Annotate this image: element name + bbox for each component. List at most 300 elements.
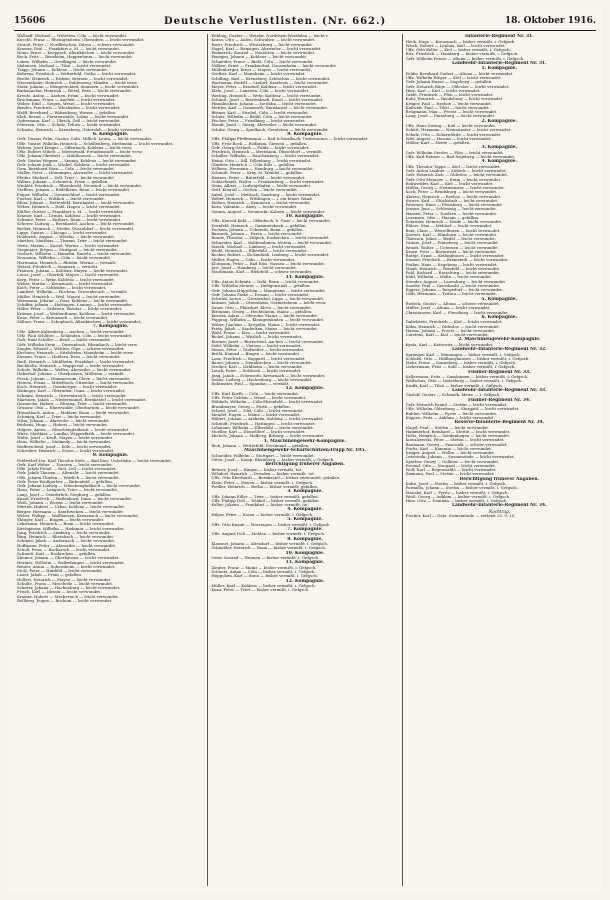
casualty-entry: Hennes, Peter — Bitterfeld — leicht verwundet.	[211, 175, 306, 180]
casualty-entry: Klausert, Johann — Altendorf — bisher vermißt, i. Gefgsch.	[211, 542, 329, 546]
casualty-entry: Stender, August — Lauenburg — leicht verwundet.	[405, 279, 507, 284]
casualty-entry: Schneider, Karl — Baldenahmen, Idstein — leicht verwundet.	[211, 240, 333, 245]
casualty-entry: Heiderich, August — Wetzlar — leicht verwundet.	[17, 235, 116, 239]
casualty-entry: Uffz. Wilhelm Meurer — Heiligenstadt — gefallen.	[211, 284, 311, 289]
casualty-entry: Malimsen, Michael — Tilsit — leicht verwundet.	[17, 63, 112, 68]
casualty-entry: Gefr. Johann Junk — Winkel, Koblenz — leicht verwundet.	[17, 162, 131, 167]
casualty-entry: Weber, Heinrich — Dahl, Hagen — leicht verwundet.	[17, 205, 121, 210]
casualty-entry: Pesch, Johann — Hommersum, Cleve — leicht verwundet.	[17, 376, 131, 381]
casualty-entry: Bauer, Johann — Neunkirchen — leicht verwundet.	[211, 360, 312, 365]
casualty-entry: Stamer, Friedrich — Bramstedt — leicht verwundet.	[405, 258, 509, 263]
casualty-entry: Klein, Josef — Lanstein, Cöln — leicht verwundet.	[211, 89, 310, 94]
casualty-entry: Kellermann, Fritz — Gumbinnen — bisher vermißt, i. Gefgsch.	[405, 375, 529, 379]
casualty-entry: Stachmann, Karl — Bielefeld — schwer verwundet.	[211, 270, 313, 275]
casualty-entry: Runde, Theodor — Zülpich, Euskirchen — leicht verwundet.	[211, 236, 330, 241]
section-heading: 11. Kompagnie.	[285, 560, 325, 566]
casualty-entry: Becker, Robert — Eichenlaub, Limburg — leicht verwundet.	[211, 253, 330, 258]
casualty-entry: Uffz. Otto Knaub — Worringen — bisher vermißt, i. Gefgsch.	[211, 522, 331, 527]
casualty-entry: Rüdinger, Karl — Oberaden, Unna — leicht verwundet.	[17, 389, 126, 394]
casualty-entry: Schödel, Otto — Hildburghausen — bisher vermißt, i. Gefgsch.	[405, 356, 530, 361]
casualty-entry: Gusloff, Gustav — Schmalk, Mewe — i. Gefgsch.	[405, 393, 501, 398]
casualty-entry: Müller, Karl — Koblenz — bisher vermißt, i. Gefgsch.	[211, 584, 316, 588]
casualty-entry: Sperber, Georg — Gollnow — leicht verwundet.	[405, 459, 500, 464]
casualty-entry: Brandmayer, Georg — Fürth — gefallen.	[211, 404, 291, 409]
casualty-entry: Wilkens, Hermann — Hamburg — leicht verwundet.	[211, 167, 315, 171]
casualty-entry: Gefr. Otto Mannow — Eutin — leicht verwundet.	[405, 177, 502, 182]
casualty-entry: Hans, Peter — Longuich, Trier — leicht verwundet.	[17, 488, 119, 493]
casualty-entry: Lippe, Gustav — Chicago — leicht verwundet.	[17, 230, 108, 235]
casualty-entry: Reiß, Heinrich — Mühlheim, Frankfurt — leicht verwundet.	[17, 359, 135, 364]
casualty-entry: Gefr. Johann Zinke — Dessau — leicht verwundet.	[211, 292, 310, 297]
casualty-entry: Goldschmidt, Walter — Frankenberg — leicht verwundet.	[211, 179, 325, 184]
casualty-entry: Weber, Joachim — Kröpelin, Mainz — leicht verwundet.	[211, 322, 321, 327]
section-heading: 4. Kompagnie.	[481, 159, 518, 165]
section-heading: Landwehr-Infanterie-Regiment Nr. 34.	[451, 503, 547, 509]
section-heading: Füsilier-Regiment Nr. 33.	[468, 369, 531, 375]
casualty-entry: Strauß, Peter — Nordbrüchen, Düren — schwer verwundet.	[17, 42, 136, 47]
casualty-entry: Hönn, Ernst — Kroppach, Altenkirchen — leicht verwundet.	[17, 51, 136, 55]
casualty-entry: Uffz. Peter Gehlen — Wesel — leicht verwundet.	[211, 396, 307, 400]
casualty-entry: Stein, Albert — Ludwigshafen — leicht verwundet.	[211, 184, 312, 188]
casualty-entry: Lönne, Wilhelm — Gerdlingen — leicht verwundet.	[17, 59, 118, 64]
casualty-entry: Uffz. Philipp Pfeffermann — Bad Schwalbach, Untertaunus — leicht verwundet.	[211, 137, 369, 142]
casualty-entry: Gefr. Wilhelm Stein — Dürrenbach, Rheinbach — leicht verw.	[17, 342, 139, 347]
casualty-entry: Kerp, Peter — Wehr, Koblenz — leicht verwundet.	[17, 277, 115, 282]
casualty-entry: Kraus, Otto — Aalen, Schwaben — leicht verwundet.	[211, 38, 316, 43]
casualty-entry: Lorenzen, Otto — Husum — gefallen.	[405, 215, 480, 220]
casualty-entry: Krämer, Jakob — Ottersheim, Germersheim — leicht verw.	[211, 301, 327, 306]
casualty-entry: Liebermann, Fritz — Suhl — bisher vermißt, i. Gefgsch.	[405, 365, 516, 370]
casualty-entry: Schmitz, Heinrich — Kreuzberg, Gütersloh — leicht verwundet.	[17, 127, 143, 132]
casualty-entry: Gefr. Georg Gerlach — Fulda — leicht verwundet.	[211, 145, 310, 150]
casualty-entry: Nölken, Ernst — Frankenthal, Gonsenheim — leicht verwundet.	[211, 63, 338, 68]
section-heading: Landwehr-Infanterie-Regiment Nr. 33.	[451, 387, 547, 393]
casualty-entry: Weitz, Martin — Kastel, Worms — leicht verwundet.	[17, 243, 120, 248]
issue-date: 18. Oktober 1916.	[504, 16, 596, 26]
casualty-entry: Kramer, Hubert — Mechernich — leicht verwundet.	[17, 594, 119, 599]
casualty-entry: Hammerhof, Reinhard — Stettin — leicht verwundet.	[405, 429, 511, 434]
casualty-entry: Uffz. Johann Oberbett — Mühlhausen — leicht verwundet.	[17, 154, 132, 159]
casualty-entry: Hilgers, Anton — Mönchengladbach — leicht verwundet.	[17, 427, 130, 432]
section-heading: 1. Maschinengewehr-Kompagnie.	[263, 438, 347, 444]
casualty-entry: Schatz, Wilhelm — Brühl, Cöln — leicht verwundet.	[211, 114, 314, 119]
casualty-entry: Wirtz, Matthias — Lindlar, Wipperfürth — leicht verwundet.	[17, 431, 136, 436]
casualty-entry: Weismann, Johann — Goar, Koblenz — leicht verwundet.	[17, 298, 129, 303]
section-heading: 2. Kompagnie.	[481, 118, 518, 124]
casualty-entry: Dornfeld, Heinrich — Gummersbach — gefallen.	[211, 223, 307, 228]
casualty-entry: Gräf, Konrad — Gießen — leicht verwundet.	[211, 188, 299, 193]
casualty-entry: Feldwebel-Ltn. Karl Theodor Stelz — Bad Ems, Unterlahn — leicht verwundet.	[17, 458, 172, 463]
casualty-entry: Klotmann, Peter — Bad Ems, Nassau — leicht verwundet.	[211, 261, 326, 266]
casualty-entry: Ehlers, Max — Meldorf — leicht verwundet.	[405, 224, 493, 229]
casualty-entry: Uffz. Paul Schlüter — Schleiden, Cöln — leicht verwundet.	[17, 334, 133, 338]
casualty-entry: Opfermann, Karl — Uhrich, Zell — leicht verwundet.	[17, 119, 121, 123]
casualty-entry: Marthes, Matthias — Thomm, Trier — leicht verwundet.	[17, 239, 128, 244]
casualty-entry: Knauf, Friedrich — Wallenborn, Daun — leicht verwundet.	[17, 496, 133, 501]
casualty-entry: Holtz, Heinrich — Greifenhagen — leicht verwundet.	[405, 434, 511, 438]
casualty-entry: Hollert, Heinrich — Mayen — leicht verwundet.	[17, 577, 112, 582]
casualty-entry: Haas, Wilhelm — Malmedy — leicht verwundet.	[17, 440, 112, 445]
casualty-entry: Schneider, Wilhelm — Stuttgart — leicht verwundet.	[211, 453, 315, 458]
section-heading: 3. Kompagnie.	[287, 489, 323, 494]
casualty-entry: Hilger, Peter — Essen — bisher vermißt, i. Gefgsch.	[211, 512, 314, 517]
casualty-entry: Hartmann, Rudolf — Lisdorf, Saarlouis — leicht verwundet.	[211, 80, 329, 85]
casualty-entry: Wahl, Franz — Kirn — leicht verwundet.	[211, 331, 291, 335]
casualty-entry: Pieper, Wilhelm — Greusseldorf — leicht verwundet.	[17, 192, 121, 197]
casualty-entry: Beelte, Heinrich — Erdsen, Bremen — leicht verwundet.	[17, 76, 129, 81]
page-number: 15606	[14, 16, 46, 26]
casualty-entry: Wolf, Karl — Regenwalde — leicht verwundet.	[405, 468, 497, 472]
casualty-entry: Schröder, Heinrich — Heide — leicht verwundet.	[405, 220, 503, 224]
page-header	[14, 12, 596, 31]
casualty-entry: Bürkens, Hugo — Hubert — leicht verwundet.	[17, 423, 109, 428]
casualty-entry: Wilm, Johann — Ahrweiler — leicht verwundet.	[17, 419, 111, 423]
casualty-entry: Mendel, Eugen — Mainz — leicht verwundet.	[211, 413, 301, 417]
casualty-entry: Otten, Josef — Kamp, Rheinberg — bisher vermißt, i. Gefgsch.	[211, 458, 335, 462]
casualty-entry: Winkler, Friedrich — Rheinbrohl, Neuwied — leicht verwundet.	[17, 184, 143, 188]
column-3	[403, 34, 596, 886]
casualty-entry: Müller, Georg — Neumünster — leicht verwundet.	[405, 186, 505, 190]
casualty-entry: Emmerich, Konrad — Nastätten — leicht verwundet.	[211, 51, 316, 55]
casualty-entry: Scherer, Ludwig — Bernkastel, Aachen — leicht verwundet.	[17, 222, 136, 227]
casualty-entry: Gefr. Heinrich Brand — Stettin — leicht verwundet.	[405, 403, 508, 407]
casualty-entry: Lohmann, Wilhelm — Elberfeld — leicht verwundet.	[211, 425, 314, 430]
casualty-entry: Moeller, Karl — Düsseldorf — leicht verwundet.	[211, 430, 306, 434]
section-heading: 6. Kompagnie.	[92, 131, 129, 137]
casualty-entry: Stolz, Peter — Hünfeld — leicht verwundet.	[17, 569, 103, 573]
casualty-entry: Stegmaier, Jürgen — Stuttgart — leicht verwundet.	[17, 247, 119, 252]
casualty-entry: Ahrens, Heinrich — Itzehoe — leicht verwundet.	[405, 194, 502, 199]
casualty-entry: Boie, Claus — Wesselburen — leicht verwundet.	[405, 228, 501, 233]
casualty-entry: Uffz. Otto Eberhardt — Bernkastel — bisher verwundet, gefallen.	[211, 476, 341, 481]
section-heading: 12. Kompagnie.	[285, 578, 325, 584]
casualty-entry: Sander, Paul — Geesthacht — leicht verwundet.	[405, 283, 501, 288]
casualty-entry: Weiß, Georg — Anklam — bisher vermißt, i. Gefgsch.	[405, 494, 511, 499]
casualty-entry: Kirchner, Heinrich — Eitelsheim, Mannheim — leicht verw.	[17, 351, 134, 355]
casualty-entry: Kessler, Adam — Oberolm, Mainz — leicht verwundet.	[211, 314, 319, 318]
section-heading: 7. Kompagnie.	[287, 526, 323, 532]
casualty-entry: Nagel, Karl — Remagen, Ahrweiler — leicht verwundet.	[211, 46, 322, 51]
casualty-entry: Feldw. Bernhard Gudert — Altona — leicht verwundet.	[405, 71, 514, 76]
casualty-entry: Kramer, Paul — Frankfurt a. M. — leicht verwundet.	[17, 46, 121, 51]
casualty-entry: Rollberg, Eugen — Bochum — leicht verwundet.	[17, 598, 113, 603]
section-heading: Reserve-Infanterie-Regiment Nr. 34.	[454, 420, 545, 425]
casualty-entry: Friedrich, Heinrich — Mettmann, Düsseldorf — vermißt.	[211, 150, 324, 154]
casualty-entry: Zimmer, Johann — Oberhausen — leicht verwundet.	[17, 556, 120, 561]
casualty-entry: Uffz. Karl Kurth — Cöln — leicht verwundet.	[211, 391, 300, 396]
casualty-entry: Hoffmann, Peter — Ahrweiler — leicht verwundet.	[17, 543, 117, 548]
casualty-entry: Koch, Heinrich — Dornbergen — leicht verwundet.	[17, 385, 118, 389]
casualty-entry: Gefr. Wilhelm Gerdes — Plön — leicht verwundet.	[405, 150, 504, 155]
casualty-entry: Frahm, Hans — Segeberg — leicht verwundet.	[405, 262, 498, 267]
casualty-entry: Freund, Otto — Naugard — leicht verwundet.	[405, 463, 496, 468]
casualty-entry: Krüger, August — Wollin — leicht verwundet.	[405, 451, 496, 455]
section-heading: 8. Kompagnie.	[92, 453, 129, 458]
casualty-entry: Rohrmeier, Paul — Spandau — vermißt.	[211, 382, 290, 386]
casualty-entry: Gefr. Wilhelm Peters — Altona — bisher vermißt, i. Gefgsch.	[405, 56, 525, 61]
casualty-entry: Uffz. August Doll — Mehlen — bisher vermißt, i. Gefgsch.	[211, 532, 326, 537]
casualty-entry: Müller, Peter — Hönningen, Ahrweiler — leicht verwundet.	[17, 171, 134, 176]
casualty-entry: Lehrmann, Heinrich — Bonn — leicht verwundet.	[17, 522, 115, 527]
casualty-entry: Uffz. Otto Keller — Kiel — bisher vermißt, i. Gefgsch.	[405, 48, 511, 52]
casualty-entry: Korn, Valentin — Alzey — leicht verwundet.	[211, 205, 298, 210]
casualty-entry: Fuchs, Karl — Kammin — leicht verwundet.	[405, 446, 493, 451]
section-heading: Landwehr-Infanterie-Regiment Nr. 31.	[451, 60, 547, 66]
section-heading: Füsilier-Regiment Nr. 34.	[468, 397, 531, 403]
casualty-entry: Bittner, Karl — Strebel, Cöln — leicht verwundet.	[211, 110, 309, 115]
casualty-entry: Struve, Karl — Glückstadt — leicht verwundet.	[405, 198, 499, 203]
casualty-entry: Steffens, Johann — Rödelheim, Bonn — leicht verwundet.	[17, 188, 131, 193]
casualty-entry: Werling, Heinrich — Wehr, Koblenz — leicht verwundet.	[211, 93, 322, 98]
casualty-entry: Müller, Gustav — Frankfurt a. M. — leicht verwundet.	[17, 209, 124, 214]
casualty-entry: Ostrowski, Johann — Swinemünde — leicht verwundet.	[405, 455, 515, 460]
casualty-entry: Schütt, Hermann — Neumünster — leicht verwundet.	[405, 128, 512, 133]
section-heading: 8. Kompagnie.	[287, 536, 323, 542]
casualty-entry: Wiesenthaler, Heinrich — Dohlenweg, Minden — leicht verw.	[17, 80, 138, 85]
casualty-entry: Ziemann, Paul — Stettin — leicht verwundet.	[405, 472, 495, 477]
casualty-entry: Sievers, Karl — Elmshorn — leicht verwundet.	[405, 232, 498, 237]
section-heading: 10. Kompagnie.	[285, 550, 325, 556]
casualty-entry: Sabel, Josef — Mettlach, Saarburg — leicht verwundet.	[211, 192, 321, 197]
casualty-entry: Uffz. Gustav Wilhelm Heinrich — Schöllenberg, Mettmann — leicht verwundet.	[17, 141, 174, 146]
casualty-entry: Becker, Heinrich — Nieder, Düsseldorf — leicht verwundet.	[17, 226, 135, 231]
casualty-entry: Kunz, Peter — Kreuznach — leicht verwundet.	[17, 315, 109, 320]
casualty-entry: Schreiber, Heinrich — Essen — leicht verwundet.	[17, 448, 115, 453]
casualty-entry: Weiß, Johann — Worms — leicht verwundet.	[17, 501, 104, 505]
casualty-entry: Scheid, Josef — Niel, Cöln — leicht verwundet.	[211, 408, 304, 413]
casualty-entry: Sieben, Heinrich — Kemmern — leicht verwundet.	[211, 201, 311, 205]
casualty-entry: Rathje, Ernst — Kellinghusen — leicht verwundet.	[405, 254, 505, 258]
casualty-entry: Gefr. Peter Weißgerber — Birkenfeld — gefallen.	[17, 479, 114, 484]
casualty-entry: Uffz. Philipp Doll — Winkel — bisher vermißt, gefallen.	[211, 498, 320, 503]
casualty-entry: Grether, Karl — Mannheim — leicht verwundet.	[211, 72, 306, 77]
casualty-entry: Martinen, Jakob — Niederemmel, Bernkastel — leicht verwundet.	[17, 397, 147, 402]
casualty-entry: Gefr. Heinrich Rüge — Oldesloe — leicht verwundet.	[405, 84, 510, 89]
section-heading: 1. Kompagnie.	[481, 66, 518, 72]
casualty-entry: Uffz. Albert Kaltenberg — Aachen — leicht verwundet.	[17, 329, 125, 334]
casualty-entry: Kock, Peter — Rendsburg — leicht verwundet.	[405, 190, 498, 195]
casualty-entry: Simon, Peter — Dudweiler — leicht verwundet.	[211, 348, 305, 352]
casualty-entry: Rademacher, Heinrich — Wesel, Rees — leicht verwundet.	[17, 89, 133, 94]
casualty-entry: Sauer, Otto — Pfalzdorf, Kleve — leicht verwundet.	[211, 305, 313, 310]
casualty-entry: Hundt, Josef — Sinzig, Ahrweiler — leicht verwundet.	[211, 123, 318, 128]
casualty-entry: Orter, Konrad — Bremen — bisher vermißt, i. Gefgsch.	[211, 556, 320, 560]
casualty-entry: Kruse, Fritz — Barmstedt — leicht verwundet.	[405, 249, 498, 254]
casualty-entry: Schmitz, Jakob — Andernach — leicht verwundet.	[17, 539, 116, 544]
casualty-entry: Weber, Emil — Siegen, Wesel — leicht verwundet.	[17, 102, 116, 106]
casualty-entry: Pöpping, Wilhelm — Kleingemünden — leicht verwundet.	[211, 318, 325, 323]
casualty-entry: Zöllner, Franz — Schopbach, Altenkirchen — leicht verwundet.	[17, 320, 142, 324]
casualty-entry: Carstens, Karl — Kiel — leicht verwundet.	[405, 333, 489, 337]
casualty-entry: Esser, Friedrich — Westerburg — leicht verwundet.	[211, 42, 314, 47]
casualty-entry: Gem. Bernhard Horn — Cöln — leicht verwundet.	[17, 167, 115, 171]
casualty-entry: Kirchgässer, Wilhelm — Hadamar — leicht verwundet.	[17, 526, 125, 531]
casualty-entry: Mohr, Johann — Mengerschied, Simmern — leicht verwundet.	[17, 85, 140, 89]
casualty-entry: Scholl, Peter — Bacharach — leicht verwundet.	[17, 547, 111, 552]
casualty-entry: Grimm, August — Neumarkt, Kobern — leicht verwundet.	[211, 209, 326, 214]
casualty-entry: Gefr. Jakob Theisen — Altenahr — leicht verwundet.	[17, 471, 120, 476]
casualty-entry: Merten, Hubert — Urbar, Koblenz — leicht verwundet.	[17, 505, 125, 510]
casualty-entry: Jensen, Jens — Schleswig — leicht verwundet.	[405, 207, 497, 212]
casualty-entry: Kreutz, Anton — Aachen, Prüm — leicht verwundet.	[17, 93, 120, 98]
casualty-entry: Hartmann, Heinrich — Rhüdin, Worms — vermißt.	[17, 260, 117, 265]
casualty-entry: Maaß, Heinrich — Reinfeld — leicht verwundet.	[405, 266, 501, 271]
section-heading: 6. Kompagnie.	[481, 314, 518, 320]
text-columns	[14, 34, 596, 886]
casualty-entry: Dabelstein, Friedrich — Kiel — leicht verwundet.	[405, 320, 503, 325]
casualty-entry: Mahr, Franz — Sonneberg — bisher vermißt, i. Gefgsch.	[405, 361, 517, 365]
casualty-entry: Gefr. Emil Schiller — Reuß — leicht verwundet.	[17, 338, 111, 343]
casualty-entry: Schmieg, Karl — Trier — leicht verwundet.	[17, 414, 103, 419]
casualty-entry: Fischer, Karl — Wittlich — leicht verwundet.	[17, 196, 105, 201]
section-heading: 5. Kompagnie.	[481, 296, 518, 302]
casualty-entry: Thiessen, Julius — Wedel — leicht verwundet.	[405, 237, 496, 241]
casualty-entry: Jung, Jakob — Eckenroth, Kreuznach — leicht verwundet.	[211, 373, 326, 378]
casualty-entry: Gefr. Anton Lindner — Lübeck — leicht verwundet.	[405, 169, 507, 173]
casualty-entry: Köppen, Fritz — Anklam — leicht verwundet.	[405, 415, 495, 420]
casualty-entry: Gefr. Karl Weber — Dorsten — leicht verwundet.	[17, 462, 113, 467]
section-heading: 7. Kompagnie.	[92, 324, 129, 330]
casualty-entry: Bender, Friedrich — Wiesbaden — leicht verwundet.	[17, 106, 121, 111]
section-heading: Maschinengewehr-Scharfschützen-Trupp Nr. 195.	[244, 448, 366, 454]
casualty-entry: Petersen, Hans — Flensburg — leicht verwundet.	[405, 203, 504, 207]
casualty-entry: Uffz. Johann Thielen — Wittlich — leicht verwundet.	[17, 475, 121, 480]
casualty-entry: Grunow, Otto — Eberswalde, Oberbarnim — leicht verwundet.	[17, 406, 141, 411]
casualty-entry: Hinz, Karl — Kiel — leicht verwundet.	[405, 88, 481, 93]
newspaper-page	[8, 8, 602, 892]
section-heading: Infanterie-Regiment Nr. 31.	[465, 34, 534, 39]
casualty-entry: Wiehl, Heinrich — Elberfeld — leicht verwundet.	[211, 249, 308, 253]
casualty-entry: Jost, Josef — Homburg — leicht verwundet.	[211, 266, 297, 270]
casualty-entry: Frein, Jakob — Stadecken, Mainz — leicht verwundet.	[211, 326, 319, 331]
casualty-entry: Wallraff, Michael — Wißetten, Cöln — leicht verwundet.	[17, 34, 128, 38]
casualty-entry: Nöhl, Wilhelm — Viersen — leicht verwundet.	[211, 343, 302, 348]
casualty-entry: Petersen, Otto — Schulz, Teltow — leicht verwundet.	[17, 123, 122, 128]
section-heading: 2. Maschinengewehr-Kompagnie.	[458, 337, 541, 343]
casualty-entry: Krafft, Karl — Tilsit — bisher vermißt, i. Gefgsch.	[405, 383, 504, 388]
casualty-entry: Hüppchen, Karl — Bonn — bisher vermißt, i. Gefgsch.	[211, 574, 318, 579]
casualty-entry: Bickel, Johann — Wittlich — leicht verwundet.	[211, 335, 303, 340]
section-heading: Berichtigung früherer Angaben.	[459, 476, 540, 482]
casualty-entry: Wilsdorf, Heinrich — Dresden — bisher vermißt, tot.	[211, 472, 316, 476]
casualty-entry: Kuhr, Heinrich — Rendsburg — leicht verwundet.	[405, 97, 504, 102]
casualty-entry: Gefr. Gustav Wegner — Sennig, Koblenz — leicht verwundet.	[17, 158, 138, 163]
casualty-entry: Schiffer, Johann — Hattingen, Lennep — leicht verwundet.	[17, 303, 133, 307]
casualty-entry: Baumann, Georg — Pasewalk — schwer verwundet.	[405, 442, 508, 447]
casualty-entry: Müller, Josef — Altona — leicht verwundet.	[405, 306, 491, 311]
casualty-entry: Ruhlau, Wilhelm — Pyritz — leicht verwundet.	[405, 411, 498, 416]
casualty-entry: Wallschus, Otto — Insterburg — bisher vermißt, i. Gefgsch.	[405, 379, 523, 384]
casualty-entry: Koch, Peter — Schleiden — leicht verwundet.	[17, 286, 107, 290]
casualty-entry: Gefr. Heinrich Zieb — Oldesloe — leicht verwundet.	[405, 173, 509, 178]
casualty-entry: Witt, August — Husum — leicht verwundet.	[405, 136, 492, 141]
casualty-entry: Reuter, Anton — Sobernheim — leicht verwundet.	[17, 564, 116, 569]
casualty-entry: Sohns, Ludwig — Hachenburg — leicht verwundet.	[211, 377, 313, 382]
casualty-entry: Heinen, Franz — Mittelbach, Ottweiler — leicht verwundet.	[17, 380, 135, 385]
casualty-entry: Kunz, Peter — Trier — bisher vermißt, i. Gefgsch.	[211, 588, 310, 593]
casualty-entry: Nagel, Paul — Stettin — leicht verwundet.	[405, 425, 490, 430]
casualty-entry: Weber, Martin — Kreuznach — leicht verwundet.	[17, 281, 114, 286]
casualty-entry: Hübbels, Wilhelm — Cöln-Ehrenfeld — leicht verwundet.	[211, 400, 324, 405]
casualty-entry: Lauer, Jakob — Prüm — gefallen.	[17, 573, 83, 578]
section-heading: 5. Kompagnie.	[287, 517, 323, 522]
casualty-entry: Müller, Heinrich — Weil, Mayen — leicht verwundet.	[17, 294, 121, 299]
casualty-entry: Ziemen, Franz — Haldern, Rees — leicht verwundet.	[17, 355, 122, 360]
casualty-entry: Schmitt, Josef — Breitenbach, Kusel — leicht verwundet.	[211, 97, 324, 102]
casualty-entry: Grimm, Josef — Pinneberg — leicht verwundet.	[405, 241, 499, 246]
casualty-entry: Mildenberger, Ernst — Mayen — leicht verwundet.	[211, 68, 312, 72]
casualty-entry: Schulte, Franz — Meschede — leicht verwundet.	[17, 581, 114, 586]
casualty-entry: Krüger, Paul — Itzehoe — leicht verwundet.	[405, 101, 493, 106]
casualty-entry: Formella, Johann — Stettin — bisher vermißt, i. Gefgsch.	[405, 486, 519, 491]
casualty-entry: Wendt, Walter — Uetersen — leicht verwundet.	[405, 245, 500, 250]
casualty-entry: Lucas, Josef — Oberfell, Mayen — leicht verwundet.	[17, 273, 120, 278]
casualty-entry: Hansen, Peter — Tondern — leicht verwundet.	[405, 211, 498, 216]
casualty-entry: Lenz, Friedrich — Boppard — leicht verwundet.	[211, 356, 306, 361]
casualty-entry: Manske, Karl — Pyritz — bisher vermißt, i. Gefgsch.	[405, 490, 509, 495]
publication-title: Deutsche Verlustlisten. (Nr. 662.)	[163, 15, 387, 27]
casualty-entry: Schneider, Heinrich — Bonn — bisher vermißt, i. Gefgsch.	[211, 546, 327, 551]
casualty-entry: Schaller, Wilhelm — Rauchenberg — leicht verwundet.	[211, 154, 320, 159]
casualty-entry: Woltz, Josef — Kruft, Mayen — leicht verwundet.	[17, 436, 114, 440]
casualty-entry: Kowalzewski, Peter — Stettin — leicht verwundet.	[405, 438, 505, 443]
casualty-entry: Kuhn, Josef — Stettin — bisher vermißt, i. Gefgsch.	[405, 482, 507, 486]
casualty-entry: Uffz. Anton Schmitz — Dahl, Bonn — leicht verwundet.	[211, 280, 320, 284]
casualty-entry: Uffz. Hans Döring — Kiel — leicht verwundet.	[405, 124, 497, 128]
casualty-entry: Uffz. Konrad Kuhl — Offenbach, S. Goar — leicht verwundet.	[211, 219, 332, 224]
casualty-entry: Lüth, Hermann — Trittau — leicht verwundet.	[405, 292, 497, 297]
casualty-entry: Hermes, Wilhelm — Wallerfangen — leicht verwundet.	[17, 560, 125, 565]
casualty-entry: Rock, Fritz — Bensheim, Heppenheim — leicht verwundet.	[17, 55, 134, 60]
casualty-entry: Rittmann, Georg — Hechtsheim, Mainz — gefallen.	[211, 309, 313, 314]
casualty-entry: Heck, Hugo — Kreuznach — bisher vermißt, i. Gefgsch.	[405, 39, 516, 44]
casualty-entry: Uffz. Theodor Tappe — Kiel — leicht verwundet.	[405, 164, 501, 169]
casualty-entry: Röbling, Gustav — Wetzlar, Nordrhein-Westfalen — leicht v.	[211, 34, 329, 38]
casualty-entry: Gefr. Johann Ludwig — Mönchengladbach — leicht verwundet.	[17, 484, 142, 488]
casualty-entry: Reifferscheid, Josef — Köln — leicht verwundet.	[17, 444, 112, 449]
casualty-entry: Fiedler, Heinrich — Berlin — bisher vermißt, gefallen.	[211, 484, 319, 489]
casualty-entry: Weber, Heinrich — Wittlingen — i. ein feines Wand.	[211, 196, 313, 201]
casualty-entry: Böhner, Josef — Bingen — bisher vermißt, tot.	[211, 467, 303, 472]
section-heading: 11. Kompagnie.	[285, 274, 325, 280]
casualty-entry: Schulz, Otto — Eckernförde — leicht verwundet.	[405, 132, 502, 137]
section-heading: 9. Kompagnie.	[287, 131, 323, 137]
casualty-entry: Pohl, Richard — Ratzeburg — leicht verwundet.	[405, 271, 501, 275]
casualty-entry: Keller, Johann — Frankfurt — bisher vermißt, tot.	[211, 503, 309, 507]
casualty-entry: Kremer, Josef — Burtscheid, Aachen — leicht verwundet.	[211, 339, 324, 344]
casualty-entry: Lang, Josef — Osterbrück, Siegburg — gefallen.	[17, 492, 112, 497]
casualty-entry: Weber, Philipp — Wallhausen, Kreuznach — leicht verwundet.	[17, 513, 140, 518]
casualty-entry: Ziegler, Franz — Mainz — bisher vermißt, i. Gefgsch.	[211, 565, 317, 570]
casualty-entry: Sprenger, Karl — Meiningen — bisher vermißt, i. Gefgsch.	[405, 352, 521, 357]
casualty-entry: Uffz. Wilhelm Rieger — Kiel — leicht verwundet.	[405, 76, 502, 80]
casualty-entry: Scherer, Johann — Hachenburg — leicht verwundet.	[17, 586, 121, 590]
section-heading: Berichtigung früherer Angaben.	[265, 462, 345, 468]
casualty-entry: Klein, Peter — Mayen — bisher vermißt, i. Gefgsch.	[211, 480, 314, 485]
casualty-entry: Möller, Karl — Heide — gefallen.	[405, 141, 471, 145]
casualty-entry: Uffz. Fritz Bock — Rodheim, Giessen — gefallen.	[211, 141, 308, 146]
casualty-entry: Michels, Johann — Malberg, Bitburg — leicht verwundet.	[211, 434, 325, 439]
section-heading: 3. Kompagnie.	[481, 145, 518, 151]
casualty-entry: Lauck, Peter — Sulzbach — leicht verwundet.	[211, 369, 302, 374]
casualty-entry: Ziegler, Eduard — Wohlen, Olpe — schwer verwundet.	[17, 346, 125, 351]
casualty-entry: Gräfe, Friedrich — Plön — leicht verwundet.	[405, 93, 494, 97]
casualty-entry: Kühl, Wilhelm — Mölln — leicht verwundet.	[405, 275, 492, 280]
casualty-entry: Uffz. Wilhelm Oldenburg — Stargard — leicht verwundet.	[405, 407, 520, 412]
casualty-entry: Franzen, Johann — Koblenz, Mayen — leicht verwundet.	[17, 269, 129, 273]
casualty-entry: Bohrens, Friedrich — Wetterfeld, Gotha — leicht verwundet.	[17, 72, 137, 77]
casualty-entry: Ponsgen, Johann — Koblenz — leicht verwundet.	[211, 55, 308, 60]
